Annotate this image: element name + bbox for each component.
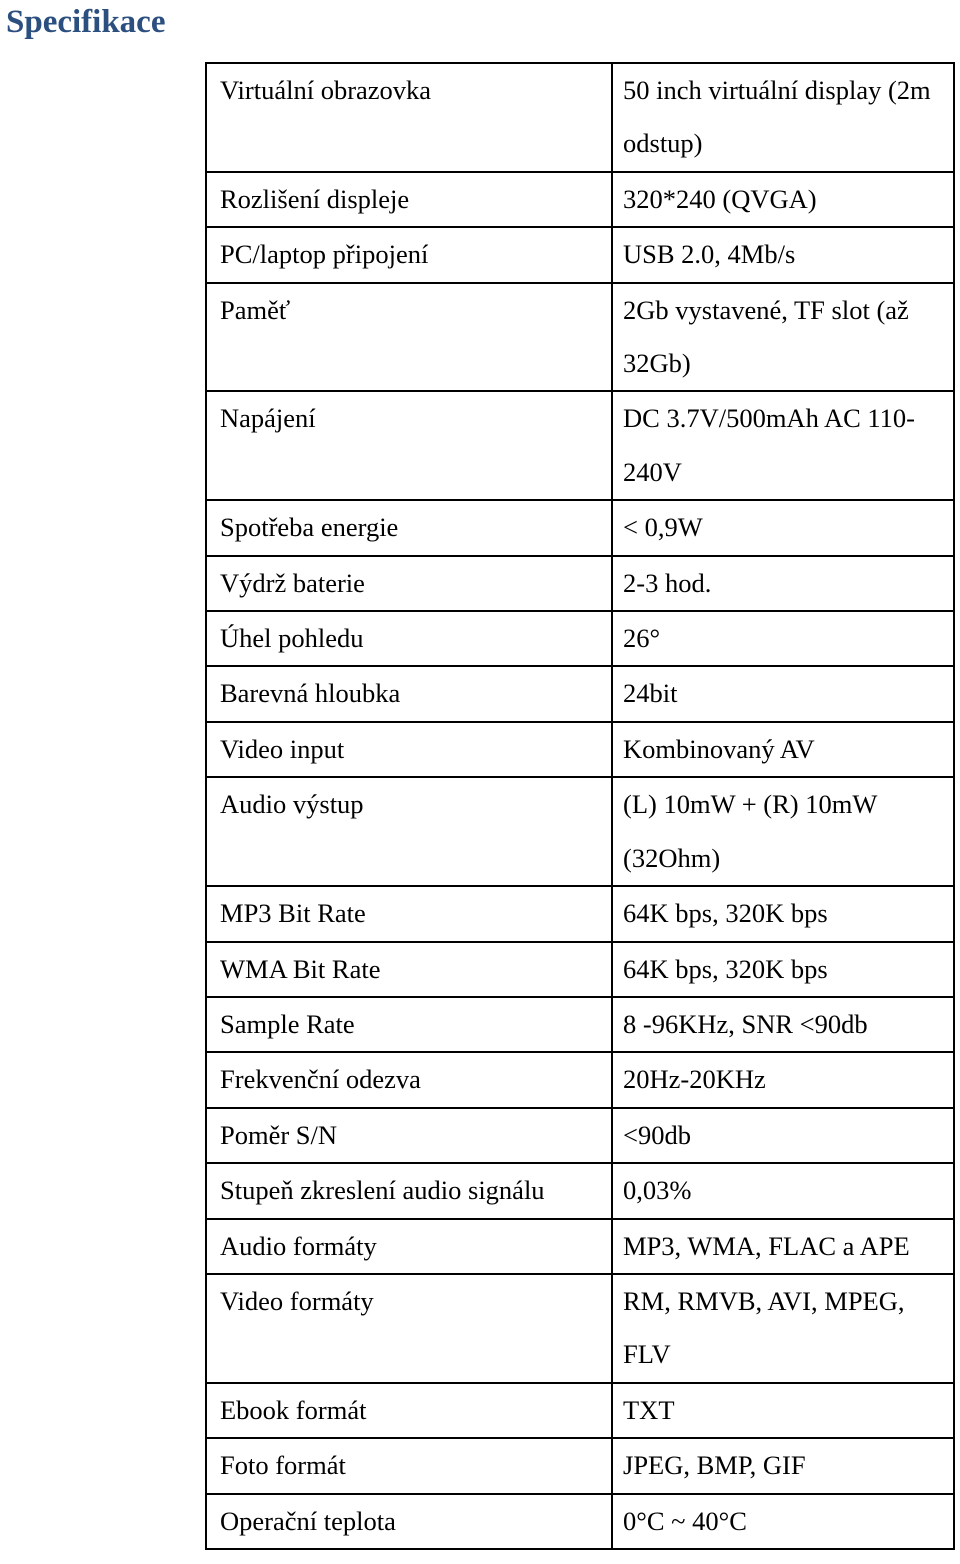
spec-label: Audio výstup — [206, 777, 612, 886]
page-title: Specifikace — [6, 4, 166, 40]
spec-label: Video formáty — [206, 1274, 612, 1383]
spec-label: WMA Bit Rate — [206, 942, 612, 997]
spec-value: 2Gb vystavené, TF slot (až 32Gb) — [612, 283, 954, 392]
spec-row — [206, 1274, 954, 1383]
spec-value: RM, RMVB, AVI, MPEG, FLV — [612, 1274, 954, 1383]
spec-label: PC/laptop připojení — [206, 227, 612, 282]
spec-label: Foto formát — [206, 1438, 612, 1493]
spec-value: < 0,9W — [612, 500, 954, 555]
spec-value: JPEG, BMP, GIF — [612, 1438, 954, 1493]
spec-label: Stupeň zkreslení audio signálu — [206, 1163, 612, 1218]
specification-table — [205, 62, 955, 1550]
spec-row — [206, 283, 954, 392]
spec-row — [206, 1383, 954, 1438]
spec-row — [206, 777, 954, 886]
spec-value: USB 2.0, 4Mb/s — [612, 227, 954, 282]
spec-row — [206, 1438, 954, 1493]
spec-row — [206, 666, 954, 721]
spec-row — [206, 611, 954, 666]
spec-value: 2-3 hod. — [612, 556, 954, 611]
spec-row — [206, 1219, 954, 1274]
spec-label: MP3 Bit Rate — [206, 886, 612, 941]
spec-value: 8 -96KHz, SNR <90db — [612, 997, 954, 1052]
spec-value: Kombinovaný AV — [612, 722, 954, 777]
spec-label: Paměť — [206, 283, 612, 392]
spec-row — [206, 1494, 954, 1549]
spec-value: 26° — [612, 611, 954, 666]
spec-label: Frekvenční odezva — [206, 1052, 612, 1107]
spec-label: Virtuální obrazovka — [206, 63, 612, 172]
spec-value: 50 inch virtuální display (2m odstup) — [612, 63, 954, 172]
spec-row — [206, 886, 954, 941]
spec-label: Napájení — [206, 391, 612, 500]
spec-label: Operační teplota — [206, 1494, 612, 1549]
spec-row — [206, 1052, 954, 1107]
spec-label: Výdrž baterie — [206, 556, 612, 611]
spec-label: Poměr S/N — [206, 1108, 612, 1163]
spec-value: (L) 10mW + (R) 10mW (32Ohm) — [612, 777, 954, 886]
spec-label: Úhel pohledu — [206, 611, 612, 666]
spec-row — [206, 556, 954, 611]
spec-value: MP3, WMA, FLAC a APE — [612, 1219, 954, 1274]
spec-row — [206, 227, 954, 282]
spec-value: 24bit — [612, 666, 954, 721]
spec-label: Rozlišení displeje — [206, 172, 612, 227]
spec-value: 0,03% — [612, 1163, 954, 1218]
spec-value: TXT — [612, 1383, 954, 1438]
spec-value: 320*240 (QVGA) — [612, 172, 954, 227]
spec-row — [206, 942, 954, 997]
spec-label: Audio formáty — [206, 1219, 612, 1274]
spec-value: 0°C ~ 40°C — [612, 1494, 954, 1549]
spec-row — [206, 63, 954, 172]
spec-row — [206, 500, 954, 555]
spec-value: DC 3.7V/500mAh AC 110-240V — [612, 391, 954, 500]
spec-row — [206, 722, 954, 777]
spec-row — [206, 1108, 954, 1163]
spec-label: Video input — [206, 722, 612, 777]
spec-value: 20Hz-20KHz — [612, 1052, 954, 1107]
spec-row — [206, 997, 954, 1052]
spec-row — [206, 1163, 954, 1218]
spec-label: Ebook formát — [206, 1383, 612, 1438]
spec-row — [206, 172, 954, 227]
spec-label: Sample Rate — [206, 997, 612, 1052]
spec-row — [206, 391, 954, 500]
spec-value: 64K bps, 320K bps — [612, 942, 954, 997]
spec-label: Spotřeba energie — [206, 500, 612, 555]
spec-value: <90db — [612, 1108, 954, 1163]
specification-table-body — [206, 63, 954, 1549]
spec-value: 64K bps, 320K bps — [612, 886, 954, 941]
spec-label: Barevná hloubka — [206, 666, 612, 721]
